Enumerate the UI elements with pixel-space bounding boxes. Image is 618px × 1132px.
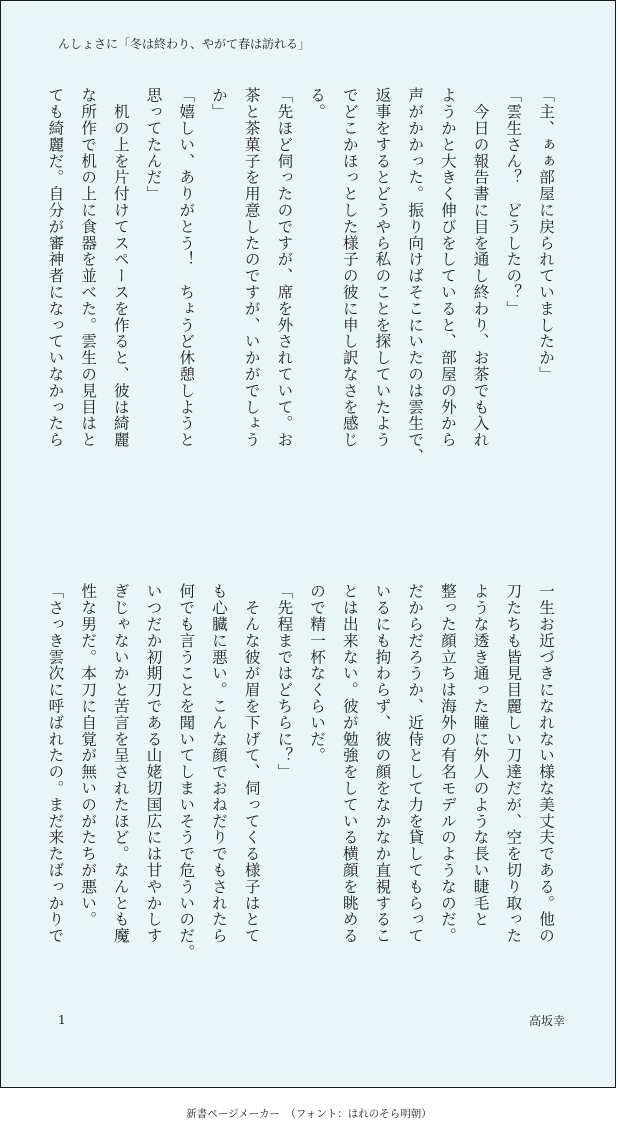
text-line: 性な男だ。本刀に自覚が無いのがたちが悪い。 (79, 583, 98, 928)
text-line: 「さっき雲次に呼ばれたの。まだ来たばっかりで (46, 583, 65, 944)
text-line: ような透き通った瞳に外人のような長い睫毛と (471, 583, 490, 928)
text-line: でどこかほっとした様子の彼に申し訳なさを感じ (340, 87, 359, 448)
text-line: ても綺麗だ。自分が審神者になっていなかったら (46, 87, 65, 448)
text-block-bottom (46, 583, 562, 1023)
page-number: 1 (58, 1013, 66, 1027)
generator-caption: 新書ページメーカー （フォント：はれのそら明朝） (186, 1108, 432, 1120)
text-line: ので精一杯なくらいだ。 (308, 583, 327, 764)
running-title: んしょさに「冬は終わり、やがて春は訪れる」 (58, 37, 311, 51)
text-line: か」 (209, 87, 228, 120)
text-line: いつだか初期刀である山姥切国広には甘やかしす (144, 583, 163, 944)
author-name: 高坂幸 (528, 1014, 565, 1028)
text-line: そんな彼が眉を下げて、伺ってくる様子はとて (242, 583, 261, 944)
text-block-top (46, 87, 562, 539)
text-line: 整った顔立ちは海外の有名モデルのようなのだ。 (438, 583, 457, 944)
text-line: な所作で机の上に食器を並べた。雲生の見目はと (79, 87, 98, 448)
text-line: 一生お近づきになれない様な美丈夫である。他の (537, 583, 555, 944)
text-line: 思ってたんだ」 (144, 87, 163, 202)
text-line: とは出来ない。彼が勉強をしている横顔を眺める (340, 583, 359, 944)
text-line: 返事をするとどうやら私のことを探していたよう (373, 87, 392, 448)
text-line: も心臓に悪い。こんな顔でおねだりでもされたら (209, 583, 228, 944)
text-line: いるにも拘わらず、彼の顔をなかなか直視するこ (373, 583, 392, 944)
text-line: 何でも言うことを聞いてしまいそうで危ういのだ。 (177, 583, 196, 961)
text-line: 「先ほど伺ったのですが、席を外されていて。お (275, 87, 294, 448)
text-line: 今日の報告書に目を通し終わり、お茶でも入れ (471, 87, 490, 448)
text-line: ぎじゃないかと苦言を呈されたほど。なんとも魔 (111, 583, 130, 944)
text-line: 刀たちも皆見目麗しい刀達だが、空を切り取った (504, 583, 523, 944)
text-line: 声がかかった。振り向けばそこにいたのは雲生で、 (406, 87, 425, 465)
text-line: ようかと大きく伸びをしていると、部屋の外から (438, 87, 457, 448)
text-line: 「主、ぁぁ部屋に戻られていましたか」 (537, 87, 555, 383)
text-line: だからだろうか、近侍として力を貸してもらって (406, 583, 425, 944)
text-line: 「雲生さん？ どうしたの？」 (504, 87, 523, 317)
text-line: 机の上を片付けてスペースを作ると、彼は綺麗 (111, 87, 130, 448)
text-line: 「先程まではどちらに？」 (275, 583, 294, 780)
text-line: 茶と茶菓子を用意したのですが、いかがでしょう (242, 87, 261, 448)
text-line: 「嬉しい、ありがとう！ ちょうど休憩しようと (177, 87, 196, 448)
text-line: る。 (308, 87, 327, 120)
